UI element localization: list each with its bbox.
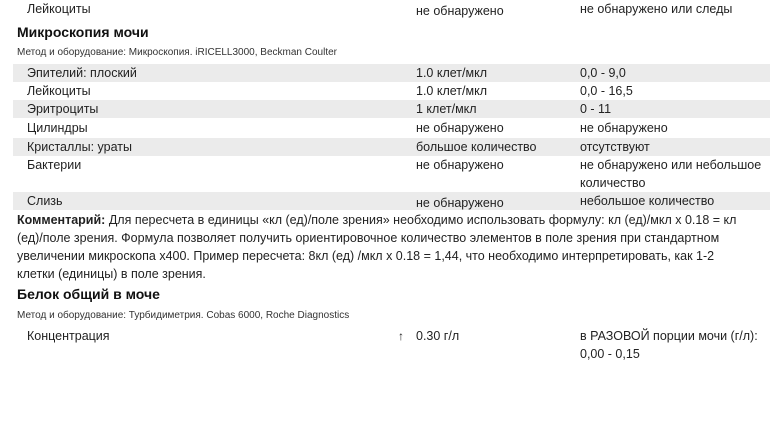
reference-range: 0,0 - 16,5 — [580, 84, 633, 98]
result-row — [13, 119, 770, 137]
test-value: не обнаружено — [416, 121, 504, 135]
test-name: Лейкоциты — [27, 2, 91, 16]
reference-range: отсутствуют — [580, 140, 650, 154]
test-value: 1 клет/мкл — [416, 102, 477, 116]
test-name: Эритроциты — [27, 102, 99, 116]
result-row — [13, 82, 770, 100]
test-name: Бактерии — [27, 158, 82, 172]
method-text: Метод и оборудование: Микроскопия. iRICELL3000, Beckman Coulter — [17, 47, 337, 58]
test-value: не обнаружено — [416, 4, 504, 18]
up-arrow-icon: ↑ — [398, 329, 404, 343]
section-title-protein: Белок общий в моче — [17, 286, 160, 302]
reference-range: 0 - 11 — [580, 102, 612, 116]
test-value: 0.30 г/л — [416, 329, 460, 343]
result-row — [13, 192, 770, 210]
result-row — [13, 64, 770, 82]
test-value: 1.0 клет/мкл — [416, 84, 487, 98]
comment-block — [17, 211, 737, 283]
test-name: Кристаллы: ураты — [27, 140, 132, 154]
test-name: Цилиндры — [27, 121, 88, 135]
test-value: 1.0 клет/мкл — [416, 66, 487, 80]
result-row-protein — [13, 327, 770, 363]
test-name: Слизь — [27, 194, 63, 208]
reference-range: небольшое количество — [580, 194, 715, 208]
result-row-leukocytes-dipstick — [13, 0, 770, 18]
comment-label: Комментарий: — [17, 213, 106, 227]
test-value: не обнаружено — [416, 158, 504, 172]
result-row — [13, 156, 770, 192]
test-name: Эпителий: плоский — [27, 66, 137, 80]
comment-text: Для пересчета в единицы «кл (ед)/поле зрения» необходимо использовать формулу: кл (ед)/мкл х 0.18 = кл (ед)/поле зрения. Формула позволяет получить ориентировочное количество элементов в поле зрения при стандартном увеличении микроскопа х400. Пример пересчета: 8кл (ед) /мкл х 0.18 = 1,44, что необходимо интерпретировать, как 1-2 клетки (единицы) в поле зрения. — [17, 213, 737, 281]
test-value: не обнаружено — [416, 196, 504, 210]
result-row — [13, 138, 770, 156]
result-row — [13, 100, 770, 118]
test-value: большое количество — [416, 140, 537, 154]
reference-range: не обнаружено — [580, 121, 668, 135]
reference-range: не обнаружено или следы — [580, 2, 733, 16]
test-name: Концентрация — [27, 329, 110, 343]
reference-range: не обнаружено или небольшое количество — [580, 158, 762, 190]
test-name: Лейкоциты — [27, 84, 91, 98]
method-text: Метод и оборудование: Турбидиметрия. Cobas 6000, Roche Diagnostics — [17, 310, 350, 321]
reference-range: в РАЗОВОЙ порции мочи (г/л): 0,00 - 0,15 — [580, 329, 758, 361]
section-title-microscopy: Микроскопия мочи — [17, 24, 149, 40]
reference-range: 0,0 - 9,0 — [580, 66, 626, 80]
